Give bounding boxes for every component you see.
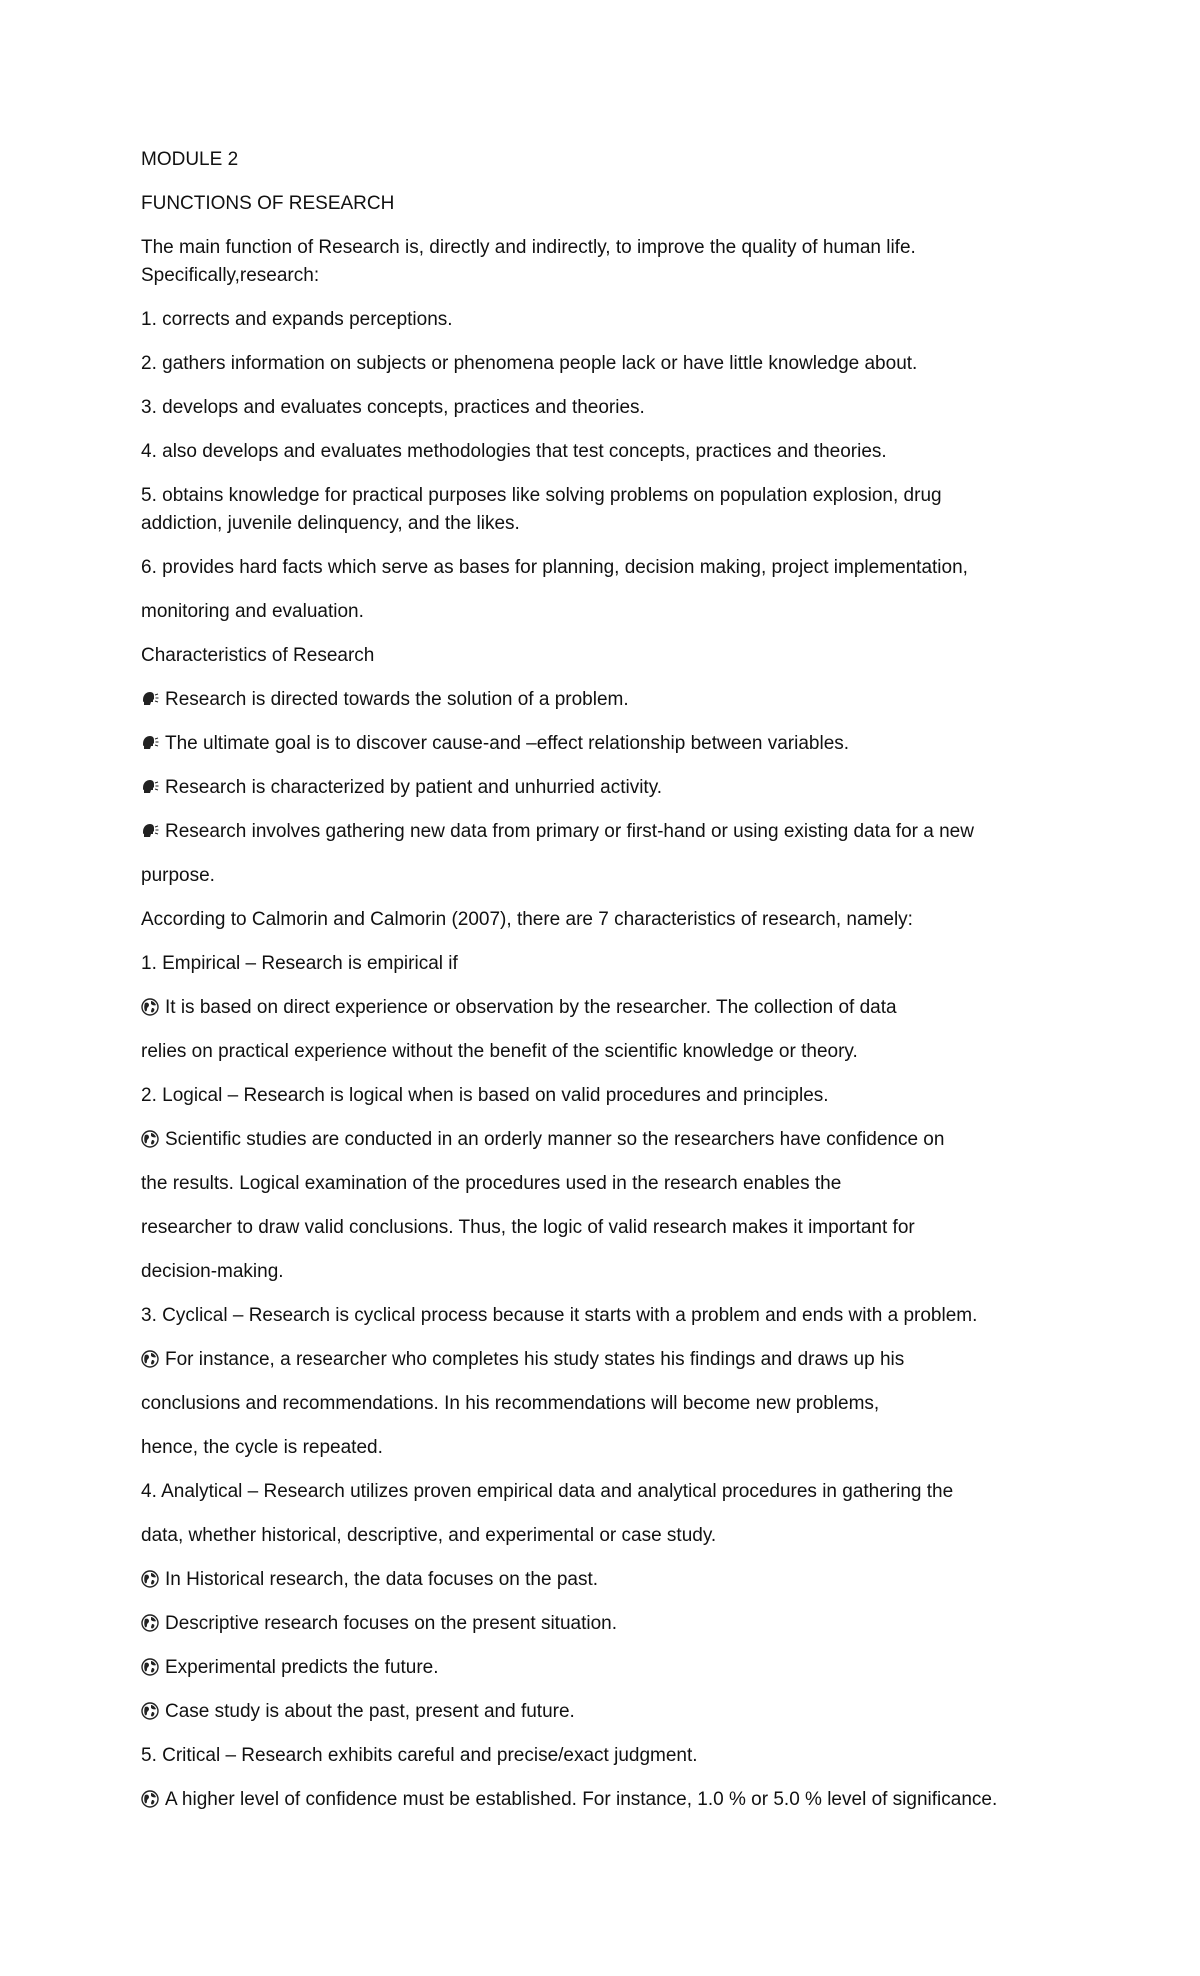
analytical-bullet-3 — [141, 1654, 1071, 1682]
functions-heading: FUNCTIONS OF RESEARCH — [141, 193, 395, 214]
globe-icon — [141, 1130, 159, 1148]
bullet-text: The ultimate goal is to discover cause-and –effect relationship between variables. — [165, 733, 850, 754]
characteristic-bullet-4-cont: purpose. — [141, 865, 215, 886]
functions-intro-line2: Specifically,research: — [141, 265, 320, 286]
empirical-bullet-cont: relies on practical experience without the benefit of the scientific knowledge or theory. — [141, 1041, 858, 1062]
critical-heading: 5. Critical – Research exhibits careful and precise/exact judgment. — [141, 1745, 698, 1766]
functions-intro-line1: The main function of Research is, directly and indirectly, to improve the quality of human life. — [141, 237, 916, 258]
bullet-text: Experimental predicts the future. — [165, 1657, 439, 1678]
analytical-bullet-4 — [141, 1698, 1071, 1726]
module-title: MODULE 2 — [141, 149, 239, 170]
function-item-2: 2. gathers information on subjects or phenomena people lack or have little knowledge about. — [141, 353, 918, 374]
logical-bullet-cont-1: the results. Logical examination of the procedures used in the research enables the — [141, 1173, 842, 1194]
bullet-text: For instance, a researcher who completes his study states his findings and draws up his — [165, 1349, 905, 1370]
globe-icon — [141, 1614, 159, 1632]
function-item-5-cont: addiction, juvenile delinquency, and the likes. — [141, 513, 520, 534]
bullet-text: Research is directed towards the solution of a problem. — [165, 689, 629, 710]
bullet-text: Research is characterized by patient and unhurried activity. — [165, 777, 663, 798]
cyclical-heading: 3. Cyclical – Research is cyclical process because it starts with a problem and ends with a problem. — [141, 1305, 978, 1326]
cyclical-bullet — [141, 1346, 1071, 1374]
speaking-head-icon — [141, 690, 159, 708]
according-line: According to Calmorin and Calmorin (2007), there are 7 characteristics of research, namely: — [141, 909, 913, 930]
globe-icon — [141, 1350, 159, 1368]
analytical-bullet-2 — [141, 1610, 1071, 1638]
analytical-heading: 4. Analytical – Research utilizes proven empirical data and analytical procedures in gathering the — [141, 1481, 954, 1502]
logical-heading: 2. Logical – Research is logical when is based on valid procedures and principles. — [141, 1085, 829, 1106]
bullet-text: It is based on direct experience or observation by the researcher. The collection of data — [165, 997, 897, 1018]
function-item-5: 5. obtains knowledge for practical purposes like solving problems on population explosion, drug — [141, 485, 942, 506]
function-item-3: 3. develops and evaluates concepts, practices and theories. — [141, 397, 645, 418]
logical-bullet-cont-2: researcher to draw valid conclusions. Thus, the logic of valid research makes it important for — [141, 1217, 915, 1238]
analytical-bullet-1 — [141, 1566, 1071, 1594]
critical-bullet — [141, 1786, 1071, 1814]
bullet-text: In Historical research, the data focuses on the past. — [165, 1569, 599, 1590]
speaking-head-icon — [141, 734, 159, 752]
characteristic-bullet-2 — [141, 730, 1071, 758]
function-item-1: 1. corrects and expands perceptions. — [141, 309, 453, 330]
globe-icon — [141, 1702, 159, 1720]
empirical-heading: 1. Empirical – Research is empirical if — [141, 953, 458, 974]
bullet-text: Scientific studies are conducted in an orderly manner so the researchers have confidence on — [165, 1129, 945, 1150]
bullet-text: A higher level of confidence must be established. For instance, 1.0 % or 5.0 % level of significance. — [165, 1789, 998, 1810]
globe-icon — [141, 1658, 159, 1676]
globe-icon — [141, 1570, 159, 1588]
analytical-heading-cont: data, whether historical, descriptive, and experimental or case study. — [141, 1525, 717, 1546]
characteristic-bullet-3 — [141, 774, 1071, 802]
function-item-6: 6. provides hard facts which serve as bases for planning, decision making, project implementation, — [141, 557, 968, 578]
bullet-text: Case study is about the past, present and future. — [165, 1701, 575, 1722]
logical-bullet — [141, 1126, 1071, 1154]
empirical-bullet — [141, 994, 1071, 1022]
globe-icon — [141, 1790, 159, 1808]
function-item-4: 4. also develops and evaluates methodologies that test concepts, practices and theories. — [141, 441, 887, 462]
characteristics-heading: Characteristics of Research — [141, 645, 375, 666]
speaking-head-icon — [141, 778, 159, 796]
cyclical-bullet-cont-2: hence, the cycle is repeated. — [141, 1437, 383, 1458]
cyclical-bullet-cont-1: conclusions and recommendations. In his recommendations will become new problems, — [141, 1393, 880, 1414]
characteristic-bullet-4 — [141, 818, 1071, 846]
bullet-text: Descriptive research focuses on the present situation. — [165, 1613, 618, 1634]
logical-bullet-cont-3: decision-making. — [141, 1261, 284, 1282]
bullet-text: Research involves gathering new data from primary or first-hand or using existing data for a new — [165, 821, 974, 842]
globe-icon — [141, 998, 159, 1016]
speaking-head-icon — [141, 822, 159, 840]
function-item-6-cont: monitoring and evaluation. — [141, 601, 364, 622]
page-content — [141, 146, 1071, 1814]
characteristic-bullet-1 — [141, 686, 1071, 714]
